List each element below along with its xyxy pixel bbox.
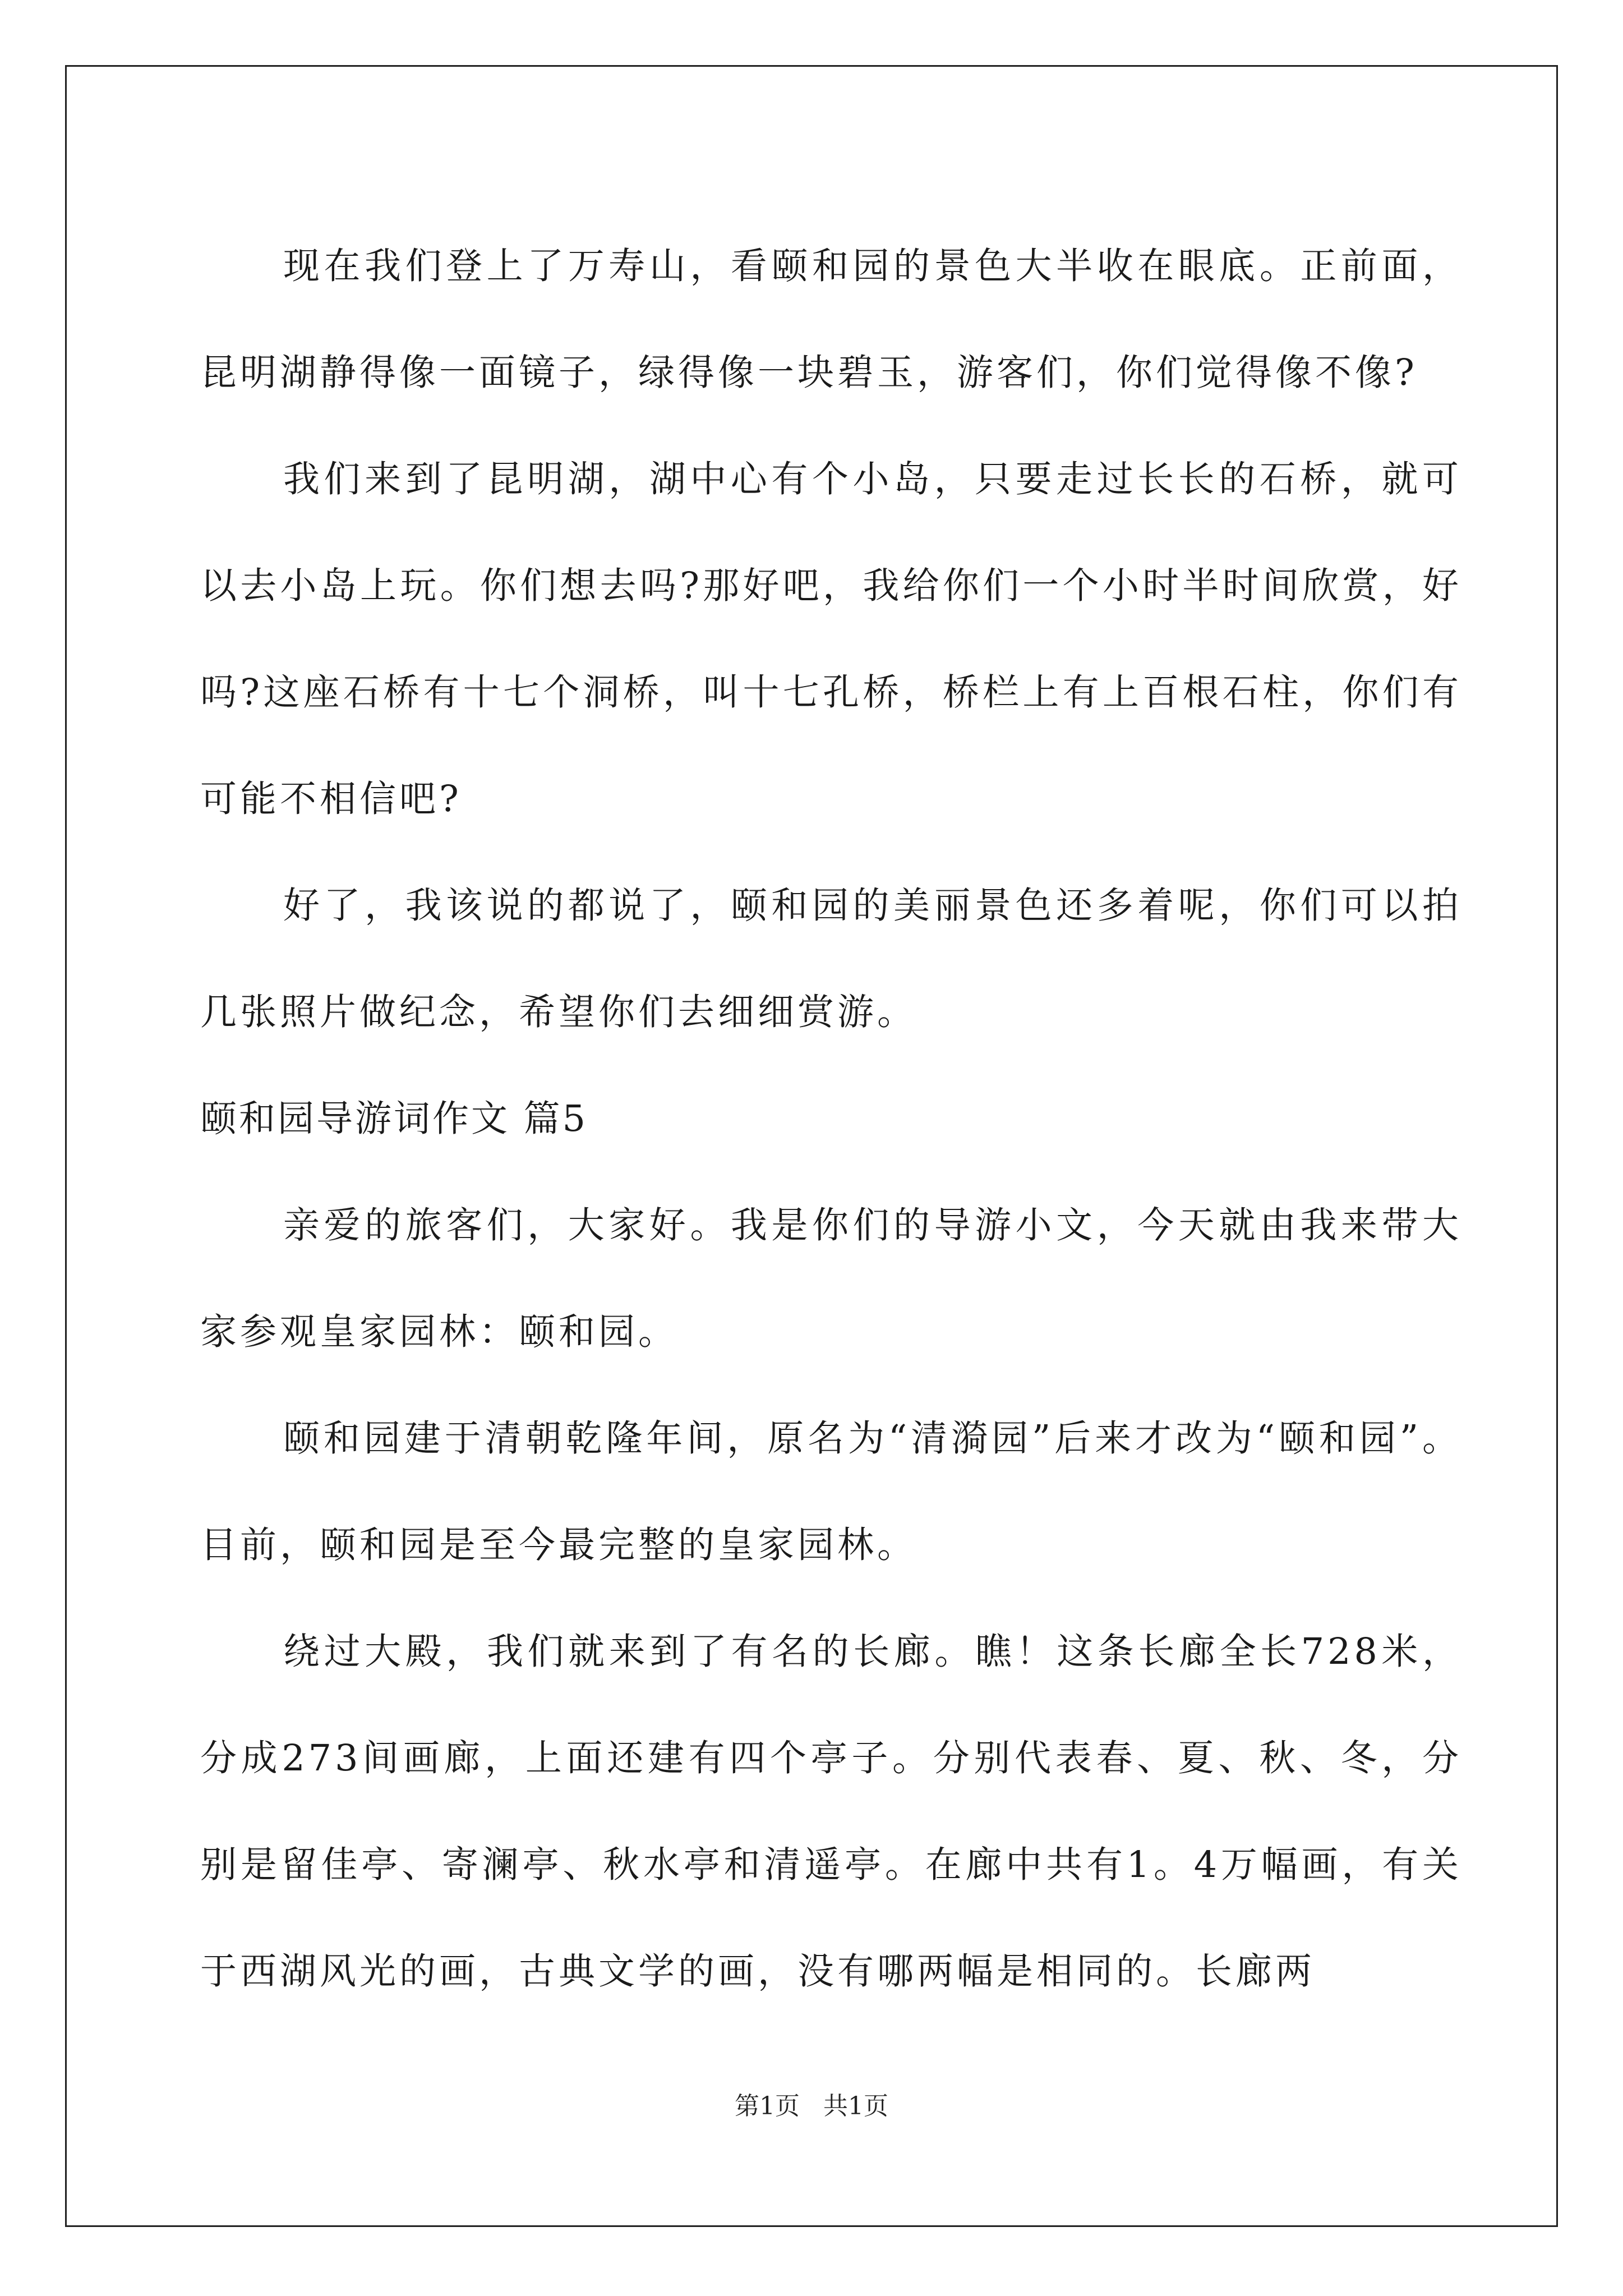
paragraph-5: 颐和园建于清朝乾隆年间，原名为“清漪园”后来才改为“颐和园”。目前，颐和园是至今最完整的皇家园林。 [200,1418,1462,1566]
section-heading: 颐和园导游词作文 篇5 [200,1098,588,1140]
paragraph-3: 好了，我该说的都说了，颐和园的美丽景色还多着呢，你们可以拍几张照片做纪念，希望你们去细细赏游。 [200,885,1462,1033]
paragraph-6: 绕过大殿，我们就来到了有名的长廊。瞧！这条长廊全长728米，分成273间画廊，上面还建有四个亭子。分别代表春、夏、秋、冬，分别是留佳亭、寄澜亭、秋水亭和清遥亭。在廊中共有1。4万幅画，有关于西湖风光的画，古典文学的画，没有哪两幅是相同的。长廊两 [200,1631,1462,1993]
document-body [200,213,1462,2025]
page-number-footer: 第1页 共1页 [735,2092,888,2120]
paragraph-1: 现在我们登上了万寿山，看颐和园的景色大半收在眼底。正前面，昆明湖静得像一面镜子，绿得像一块碧玉，游客们，你们觉得像不像? [200,245,1462,394]
paragraph-4: 亲爱的旅客们，大家好。我是你们的导游小文，今天就由我来带大家参观皇家园林：颐和园。 [200,1204,1462,1353]
paragraph-2: 我们来到了昆明湖，湖中心有个小岛，只要走过长长的石桥，就可以去小岛上玩。你们想去吗?那好吧，我给你们一个小时半时间欣赏，好吗?这座石桥有十七个洞桥，叫十七孔桥，桥栏上有上百根石柱，你们有可能不相信吧? [200,458,1462,820]
